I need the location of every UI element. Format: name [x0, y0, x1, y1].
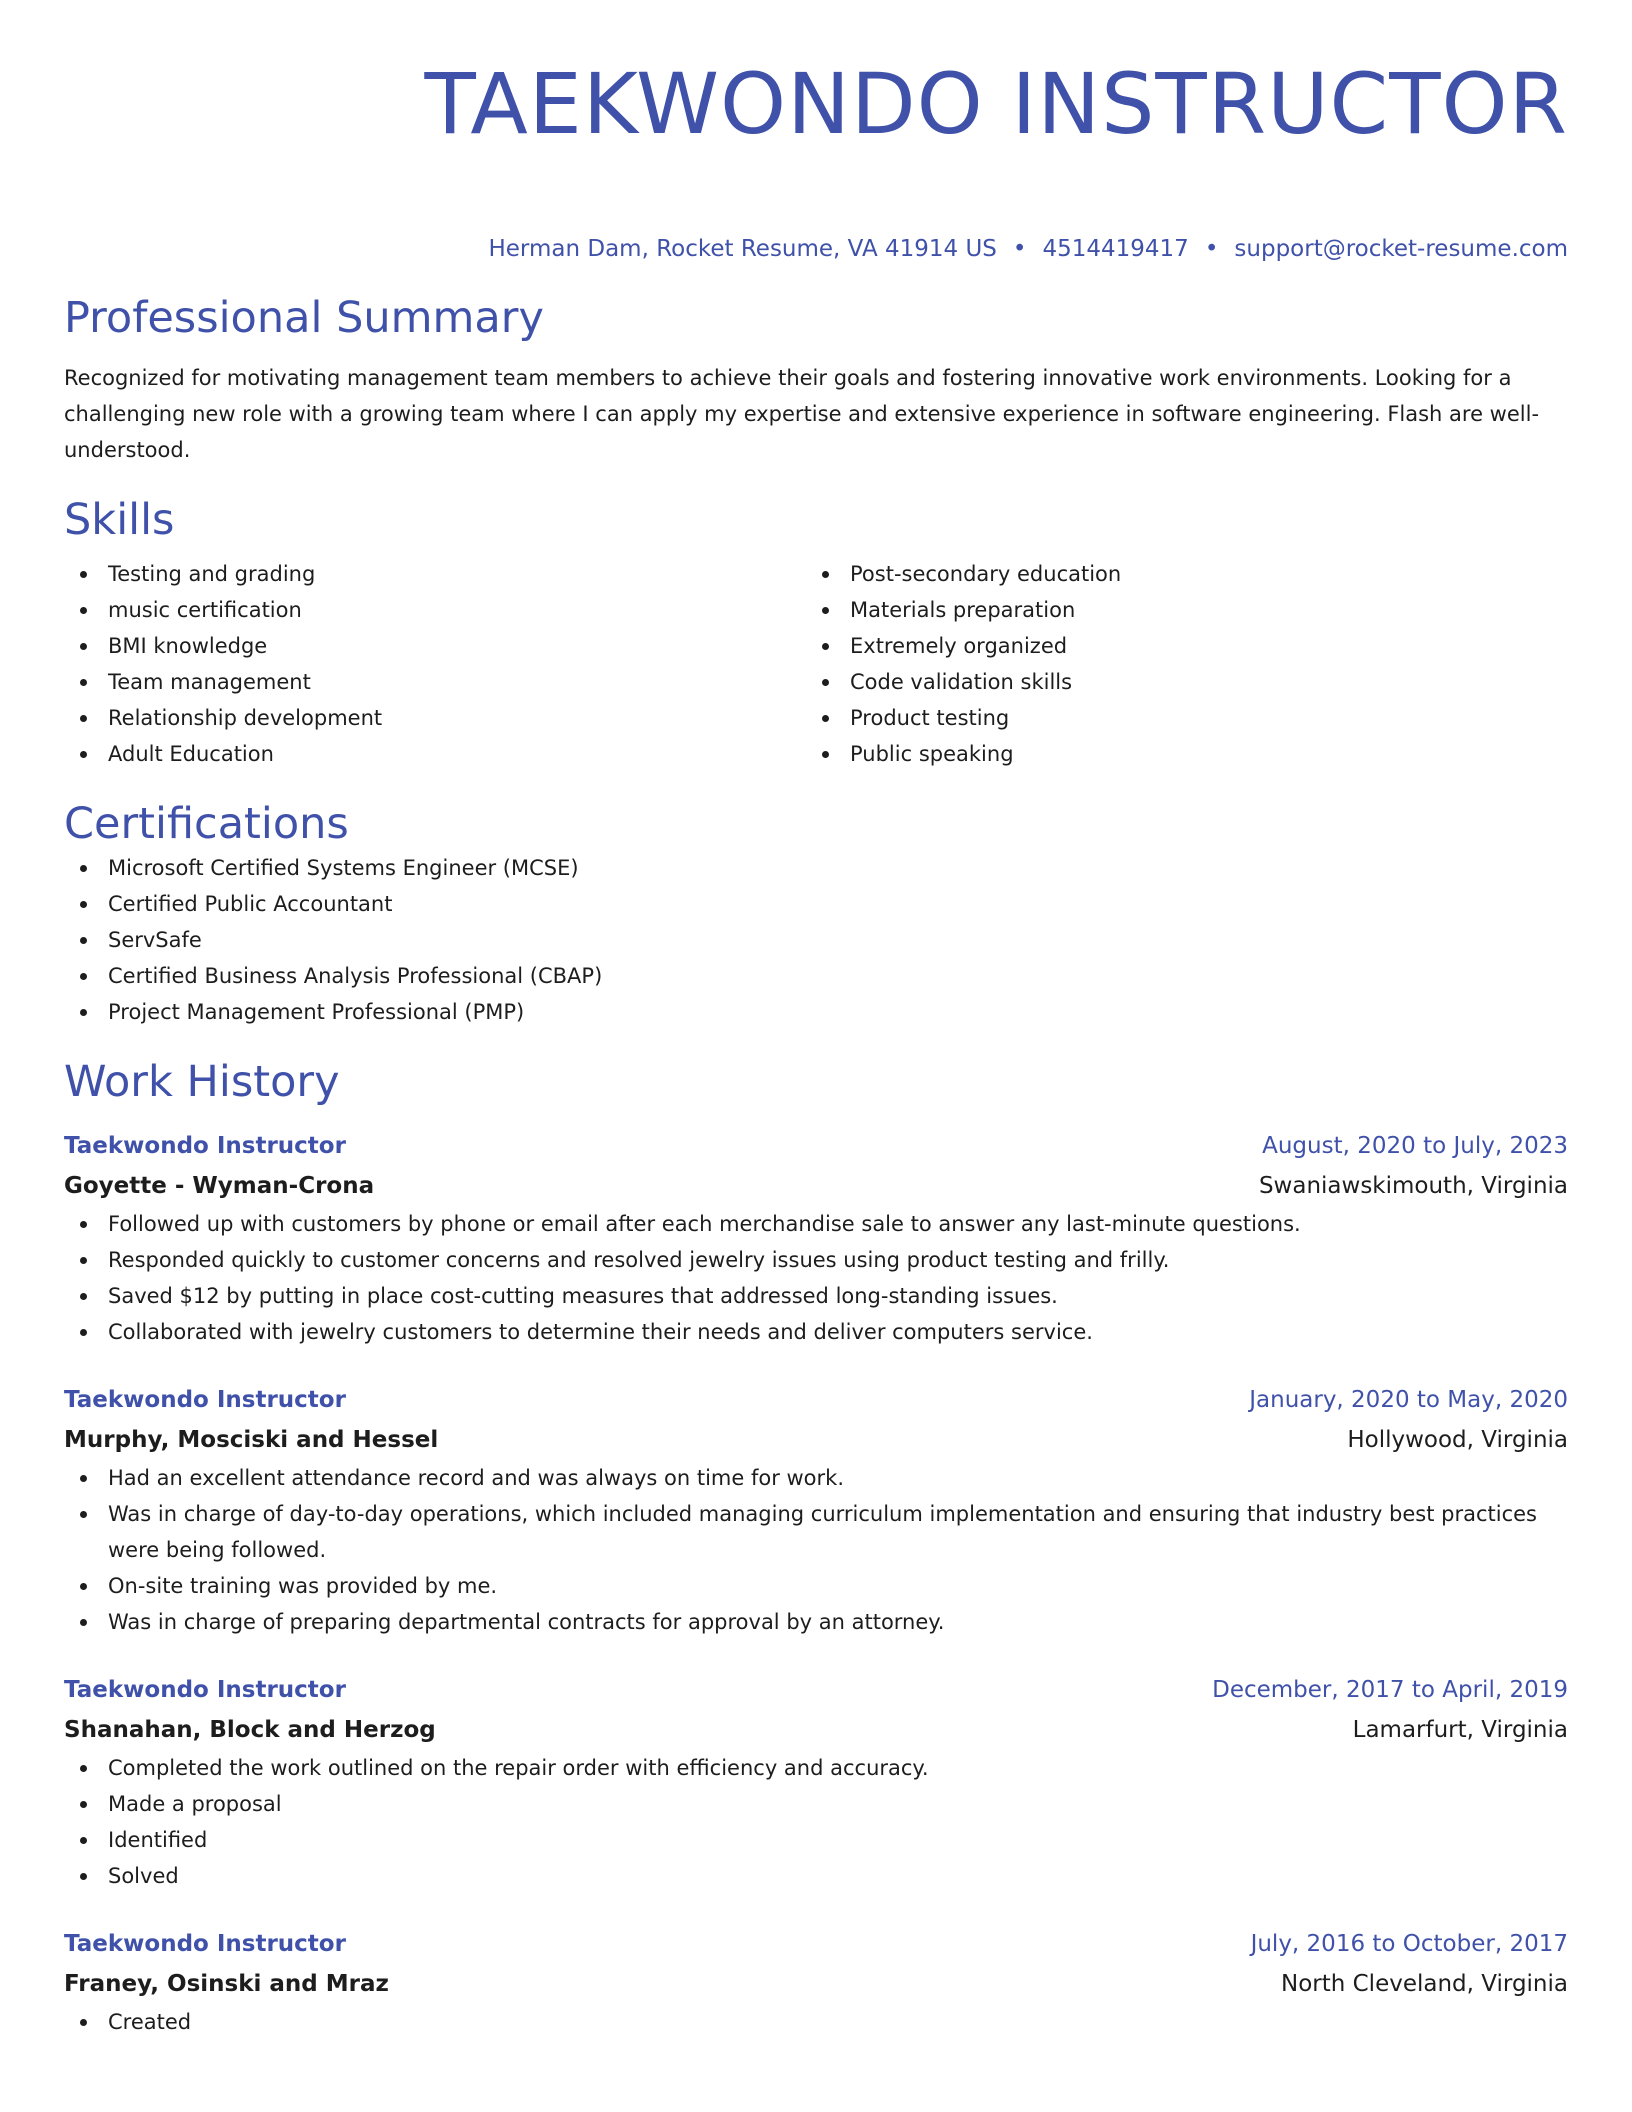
job-dates: January, 2020 to May, 2020 [1249, 1387, 1568, 1413]
summary-text: Recognized for motivating management team members to achieve their goals and fostering innovative work environments. Looking for a challenging new role with a growing team where I can apply my expertise and extensive experience in software engineering. Flash are well-understood. [64, 366, 1540, 462]
job-company-row [64, 1420, 1568, 1460]
job-bullet: Collaborated with jewelry customers to determine their needs and deliver computers service. [64, 1314, 1568, 1350]
job-bullet: Responded quickly to customer concerns and resolved jewelry issues using product testing and frilly. [64, 1242, 1568, 1278]
certification-item: ServSafe [64, 922, 1568, 958]
job-role: Taekwondo Instructor [64, 1133, 346, 1159]
job-bullet: Created [64, 2004, 1568, 2040]
job-company: Franey, Osinski and Mraz [64, 1971, 389, 1997]
skills-grid [64, 556, 1568, 772]
skills-column-right [806, 556, 1548, 772]
skills-list-right [806, 556, 1548, 772]
job-header-row [64, 1380, 1568, 1420]
skill-item: Post-secondary education [806, 556, 1548, 592]
job-bullets [64, 1206, 1568, 1350]
job-bullets [64, 1460, 1568, 1640]
job-bullet: Completed the work outlined on the repair order with efficiency and accuracy. [64, 1750, 1568, 1786]
skill-item: Adult Education [64, 736, 806, 772]
job-dates: December, 2017 to April, 2019 [1212, 1677, 1568, 1703]
job-bullet: On-site training was provided by me. [64, 1568, 1568, 1604]
certification-item: Project Management Professional (PMP) [64, 994, 1568, 1030]
summary-heading: Professional Summary [64, 293, 544, 343]
contact-phone: 4514419417 [1042, 236, 1189, 262]
skill-item: BMI knowledge [64, 628, 806, 664]
job-bullet: Made a proposal [64, 1786, 1568, 1822]
job-company: Murphy, Mosciski and Hessel [64, 1427, 439, 1453]
job-location: North Cleveland, Virginia [1280, 1971, 1568, 1997]
job-role: Taekwondo Instructor [64, 1931, 346, 1957]
work-history-heading: Work History [64, 1057, 340, 1107]
job-header-row [64, 1670, 1568, 1710]
job-bullet: Was in charge of preparing departmental contracts for approval by an attorney. [64, 1604, 1568, 1640]
job-dates: August, 2020 to July, 2023 [1262, 1133, 1568, 1159]
job-location: Hollywood, Virginia [1347, 1427, 1568, 1453]
skills-column-left [64, 556, 806, 772]
skill-item: Team management [64, 664, 806, 700]
skill-item: Public speaking [806, 736, 1548, 772]
job-bullet: Was in charge of day-to-day operations, which included managing curriculum implementation and ensuring that industry best practices were being followed. [64, 1496, 1568, 1568]
certifications-heading: Certifications [64, 799, 349, 849]
job-entry [64, 1380, 1568, 1640]
job-bullets [64, 2004, 1568, 2040]
job-company-row [64, 1166, 1568, 1206]
skill-item: Code validation skills [806, 664, 1548, 700]
job-bullet: Identified [64, 1822, 1568, 1858]
certification-item: Certified Business Analysis Professional (CBAP) [64, 958, 1568, 994]
skills-heading: Skills [64, 495, 175, 545]
job-company-row [64, 1964, 1568, 2004]
skill-item: Relationship development [64, 700, 806, 736]
certifications-list [64, 850, 1568, 1030]
job-header-row [64, 1924, 1568, 1964]
job-bullet: Had an excellent attendance record and was always on time for work. [64, 1460, 1568, 1496]
certification-item: Microsoft Certified Systems Engineer (MCSE) [64, 850, 1568, 886]
skill-item: music certification [64, 592, 806, 628]
contact-line [64, 234, 1568, 264]
skill-item: Testing and grading [64, 556, 806, 592]
certification-item: Certified Public Accountant [64, 886, 1568, 922]
job-company: Goyette - Wyman-Crona [64, 1173, 375, 1199]
job-bullet: Solved [64, 1858, 1568, 1894]
skill-item: Product testing [806, 700, 1548, 736]
resume-title: TAEKWONDO INSTRUCTOR [424, 55, 1568, 153]
job-role: Taekwondo Instructor [64, 1387, 346, 1413]
job-header-row [64, 1126, 1568, 1166]
skills-list-left [64, 556, 806, 772]
skill-item: Extremely organized [806, 628, 1548, 664]
job-bullet: Followed up with customers by phone or email after each merchandise sale to answer any last-minute questions. [64, 1206, 1568, 1242]
job-location: Lamarfurt, Virginia [1352, 1717, 1568, 1743]
contact-separator: • [1204, 236, 1219, 262]
job-role: Taekwondo Instructor [64, 1677, 346, 1703]
job-entry [64, 1126, 1568, 1350]
job-dates: July, 2016 to October, 2017 [1250, 1931, 1568, 1957]
job-company-row [64, 1710, 1568, 1750]
skill-item: Materials preparation [806, 592, 1548, 628]
job-location: Swaniawskimouth, Virginia [1258, 1173, 1568, 1199]
job-entry [64, 1924, 1568, 2040]
contact-email: support@rocket-resume.com [1234, 236, 1568, 262]
contact-address: Herman Dam, Rocket Resume, VA 41914 US [488, 236, 997, 262]
contact-separator: • [1012, 236, 1027, 262]
job-bullet: Saved $12 by putting in place cost-cutting measures that addressed long-standing issues. [64, 1278, 1568, 1314]
job-entry [64, 1670, 1568, 1894]
job-company: Shanahan, Block and Herzog [64, 1717, 436, 1743]
job-bullets [64, 1750, 1568, 1894]
